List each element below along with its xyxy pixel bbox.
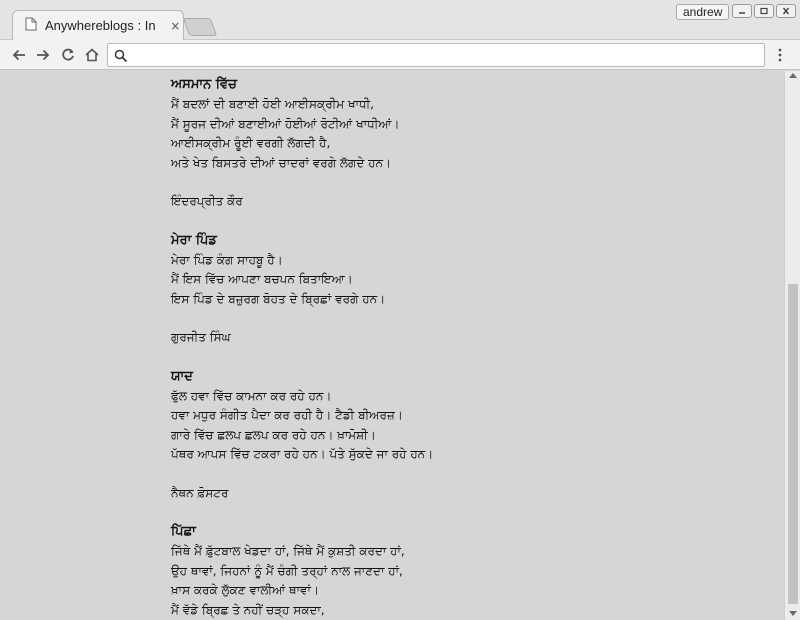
new-tab-button[interactable] [183,18,218,36]
poem-line: ਪੱਥਰ ਆਪਸ ਵਿੱਚ ਟਕਰਾ ਰਹੇ ਹਨ। ਪੱਤੇ ਸੁੱਕਦੇ ਜਾ ਰਹੇ ਹਨ। [171,447,434,461]
poem-author: ਨੈਥਨ ਫ਼ੋਸਟਰ [171,485,229,500]
window-close-icon[interactable] [776,4,796,18]
address-input[interactable] [134,47,754,63]
poem-line: ਜਿੱਥੇ ਮੈਂ ਫ਼ੁੱਟਬਾਲ ਖੇਡਦਾ ਹਾਂ, ਜਿੱਥੇ ਮੈਂ ਕੁਸ਼ਤੀ ਕਰਦਾ ਹਾਂ, [171,544,405,558]
scroll-down-icon[interactable] [789,611,797,616]
poem-author: ਇੰਦਰਪ੍ਰੀਤ ਕੌਰ [171,194,243,208]
poem-line: ਉਹ ਥਾਵਾਂ, ਜਿਹਨਾਂ ਨੂੰ ਮੈਂ ਚੰਗੀ ਤਰ੍ਹਾਂ ਨਾਲ ਜਾਣਦਾ ਹਾਂ, [171,563,403,578]
poem [171,75,731,212]
title-bar [0,0,800,40]
more-vert-icon[interactable] [772,44,788,66]
page-icon [25,16,37,35]
poem-author: ਗੁਰਜੀਤ ਸਿੰਘ [171,330,231,344]
poem-line: ਫੁੱਲ ਹਵਾ ਵਿੱਚ ਕਾਮਨਾ ਕਰ ਰਹੇ ਹਨ। [171,388,332,403]
back-arrow-icon[interactable] [8,44,30,66]
poem-article [171,75,731,620]
maximize-icon[interactable] [754,4,774,18]
poem-line: ਹਵਾ ਮਧੁਰ ਸੰਗੀਤ ਪੈਦਾ ਕਰ ਰਹੀ ਹੈ। ਟੈਡੀ ਬੀਅਰਜ਼। [171,408,403,422]
poem [171,367,731,504]
minimize-icon[interactable] [732,4,752,18]
poem-line: ਗਾਰੇ ਵਿੱਚ ਛਲਪ ਛਲਪ ਕਰ ਰਹੇ ਹਨ। ਖ਼ਾਮੋਸ਼ੀ। [171,427,376,442]
poem [171,522,731,620]
poem-line: ਮੈਂ ਸੂਰਜ ਦੀਆਂ ਬਣਾਈਆਂ ਹੋਈਆਂ ਰੋਟੀਆਂ ਖਾਧੀਆਂ। [171,116,400,131]
close-icon[interactable]: × [170,18,181,33]
browser-toolbar [0,40,800,70]
scrollbar-thumb[interactable] [788,284,798,604]
page-viewport [0,71,784,620]
poem-title: ਮੇਰਾ ਪਿੰਡ [171,232,217,248]
reload-icon[interactable] [57,44,79,66]
search-icon [114,48,128,62]
poem-line: ਆਈਸਕ੍ਰੀਮ ਰੂੰਈ ਵਰਗੀ ਲੱਗਦੀ ਹੈ, [171,136,331,150]
forward-arrow-icon[interactable] [32,44,54,66]
poem-title: ਅਸਮਾਨ ਵਿੱਚ [171,77,237,92]
scroll-up-icon[interactable] [789,73,797,78]
poem-line: ਅਤੇ ਖੇਤ ਬਿਸਤਰੇ ਦੀਆਂ ਚਾਦਰਾਂ ਵਰਗੇ ਲੱਗਦੇ ਹਨ। [171,155,392,170]
poem-line: ਖ਼ਾਸ ਕਰਕੇ ਲੁੱਕਣ ਵਾਲੀਆਂ ਥਾਵਾਂ। [171,583,320,597]
address-bar[interactable] [107,43,765,67]
poem-title: ਯਾਦ [171,368,193,384]
poem [171,231,731,348]
vertical-scrollbar[interactable] [784,71,800,620]
poem-line: ਮੈਂ ਇਸ ਵਿੱਚ ਆਪਣਾ ਬਚਪਨ ਬਿਤਾਇਆ। [171,272,353,286]
home-icon[interactable] [81,44,103,66]
tab-active[interactable] [12,10,184,40]
tab-title: Anywhereblogs : In [45,18,156,33]
poem-line: ਮੇਰਾ ਪਿੰਡ ਕੰਗ ਸਾਹਬੂ ਹੈ। [171,252,283,267]
poem-line: ਮੈਂ ਬਦਲਾਂ ਦੀ ਬਣਾਈ ਹੋਈ ਆਈਸਕ੍ਰੀਮ ਖਾਧੀ, [171,97,374,111]
poem-line: ਇਸ ਪਿੰਡ ਦੇ ਬਜ਼ੁਰਗ ਬੋਹਤ ਦੇ ਬ੍ਰਿਛਾਂ ਵਰਗੇ ਹਨ। [171,291,386,306]
poem-line: ਮੈਂ ਵੱਡੇ ਬ੍ਰਿਛ ਤੇ ਨਹੀਂ ਚੜ੍ਹ ਸਕਦਾ, [171,602,325,617]
profile-button[interactable]: andrew [676,4,729,20]
poem-title: ਪਿੱਛਾ [171,524,196,539]
